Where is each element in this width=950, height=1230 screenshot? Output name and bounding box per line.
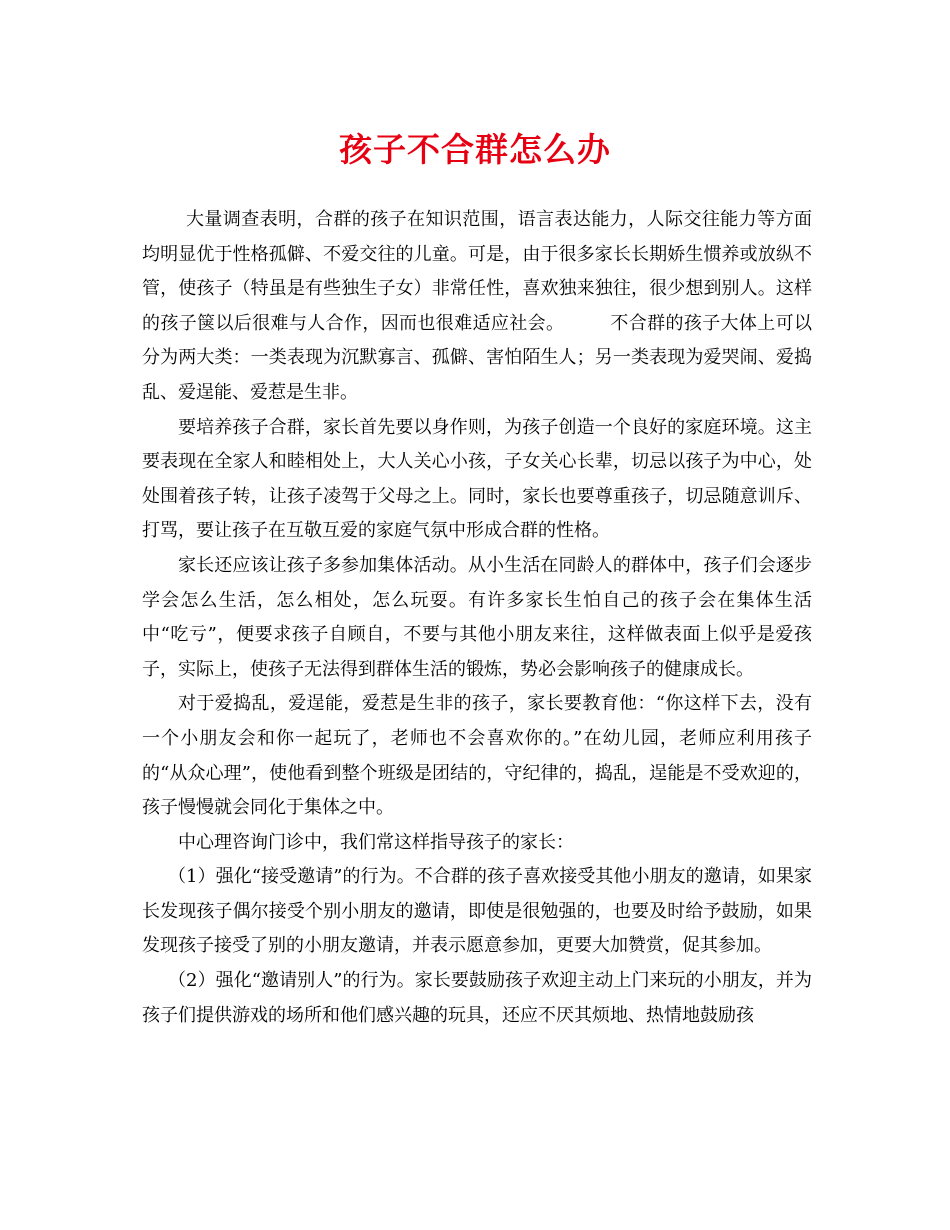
- paragraph: 要培养孩子合群，家长首先要以身作则，为孩子创造一个良好的家庭环境。这主要表现在全家人和睦相处上，大人关心小孩，子女关心长辈，切忌以孩子为中心，处处围着孩子转，让孩子凌驾于父母之上。同时，家长也要尊重孩子，切忌随意训斥、打骂，要让孩子在互敬互爱的家庭气氛中形成合群的性格。: [142, 416, 812, 542]
- list-item: （1）强化“接受邀请”的行为。不合群的孩子喜欢接受其他小朋友的邀请，如果家长发现孩子偶尔接受个别小朋友的邀请，即使是很勉强的，也要及时给予鼓励，如果发现孩子接受了别的小朋友邀请，并表示愿意参加，更要大加赞赏，促其参加。: [142, 866, 812, 957]
- paragraph: 中心理咨询门诊中，我们常这样指导孩子的家长：: [178, 831, 574, 853]
- paragraph: 对于爱捣乱，爱逞能，爱惹是生非的孩子，家长要教育他：“你这样下去，没有一个小朋友会和你一起玩了，老师也不会喜欢你的。”在幼儿园，老师应利用孩子的“从众心理”，使他看到整个班级是团结的，守纪律的，捣乱，逞能是不受欢迎的，孩子慢慢就会同化于集体之中。: [142, 693, 812, 819]
- document-body: [142, 203, 812, 1033]
- list-item: （2）强化“邀请别人”的行为。家长要鼓励孩子欢迎主动上门来玩的小朋友，并为孩子们提供游戏的场所和他们感兴趣的玩具，还应不厌其烦地、热情地鼓励孩: [142, 970, 812, 1026]
- paragraph: 大量调查表明，合群的孩子在知识范围，语言表达能力，人际交往能力等方面均明显优于性格孤僻、不爱交往的儿童。可是，由于很多家长长期娇生惯养或放纵不管，使孩子（特虽是有些独生子女）非常任性，喜欢独来独往，很少想到别人。这样的孩子箧以后很难与人合作，因而也很难适应社会。 不合群的孩子大体上可以分为两大类：一类表现为沉默寡言、孤僻、害怕陌生人；另一类表现为爱哭闹、爱捣乱、爱逞能、爱惹是生非。: [142, 209, 812, 403]
- document-title: 孩子不合群怎么办: [339, 130, 611, 169]
- paragraph: 家长还应该让孩子多参加集体活动。从小生活在同龄人的群体中，孩子们会逐步学会怎么生活，怎么相处，怎么玩耍。有许多家长生怕自己的孩子会在集体生活中“吃亏”，便要求孩子自顾自，不要与其他小朋友来往，这样做表面上似乎是爱孩子，实际上，使孩子无法得到群体生活的锻炼，势必会影响孩子的健康成长。: [142, 554, 812, 680]
